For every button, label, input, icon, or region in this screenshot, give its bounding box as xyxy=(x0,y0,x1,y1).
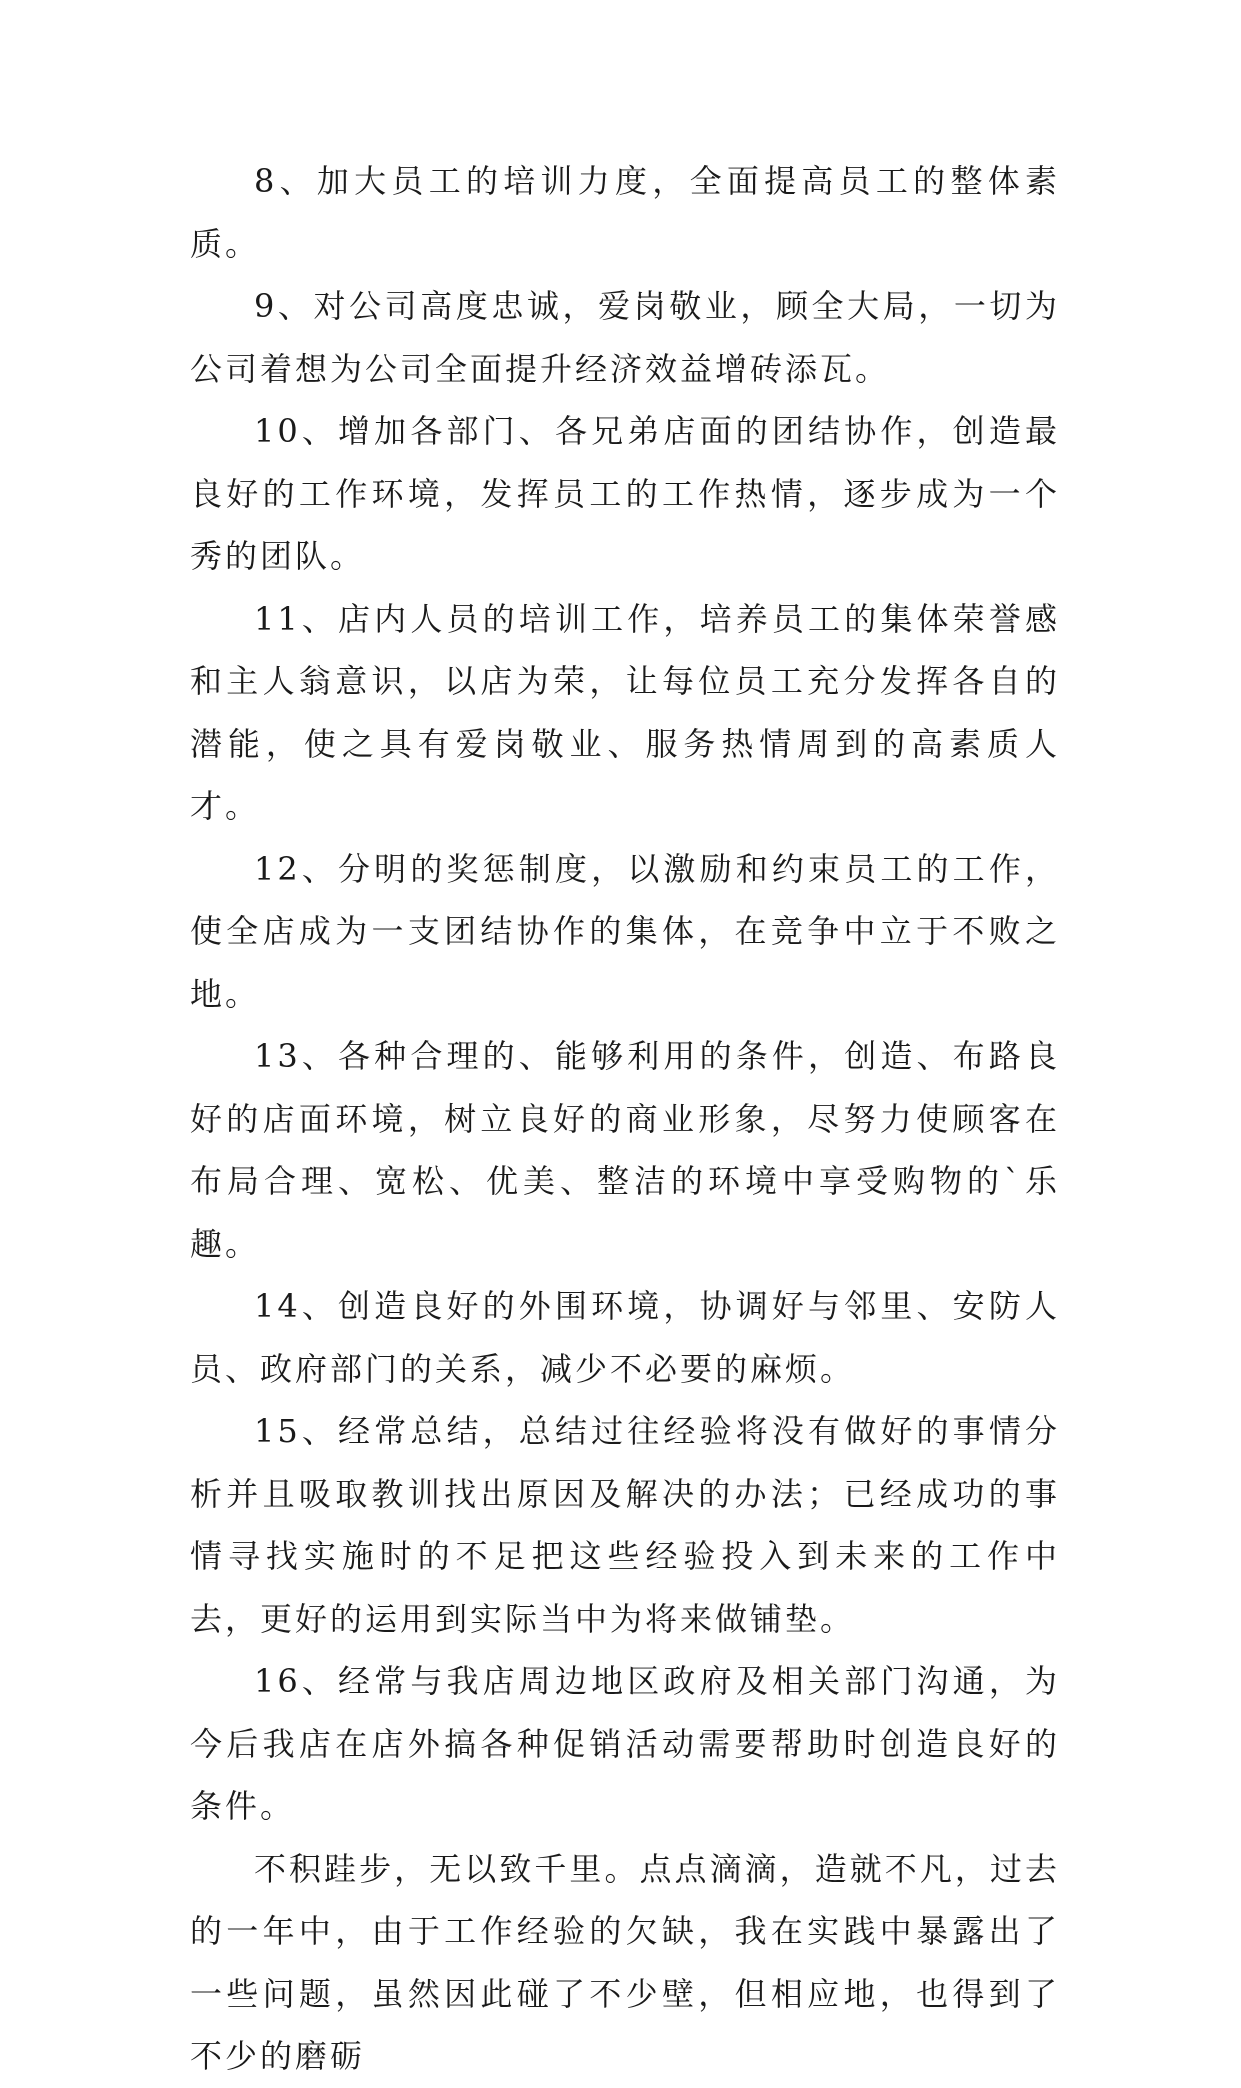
paragraph-item-8: 8、加大员工的培训力度，全面提高员工的整体素质。 xyxy=(190,162,1060,263)
paragraph-item-14: 14、创造良好的外围环境，协调好与邻里、安防人员、政府部门的关系，减少不必要的麻烦。 xyxy=(190,1287,1060,1388)
paragraph-item-9: 9、对公司高度忠诚，爱岗敬业，顾全大局，一切为公司着想为公司全面提升经济效益增砖添瓦。 xyxy=(190,287,1060,388)
paragraph-item-16: 16、经常与我店周边地区政府及相关部门沟通，为今后我店在店外搞各种促销活动需要帮助时创造良好的条件。 xyxy=(190,1662,1060,1825)
paragraph-conclusion: 不积跬步，无以致千里。点点滴滴，造就不凡，过去的一年中，由于工作经验的欠缺，我在实践中暴露出了一些问题，虽然因此碰了不少壁，但相应地，也得到了不少的磨砺 xyxy=(190,1849,1060,2075)
paragraph-item-13: 13、各种合理的、能够利用的条件，创造、布路良好的店面环境，树立良好的商业形象，尽努力使顾客在布局合理、宽松、优美、整洁的环境中享受购物的`乐趣。 xyxy=(190,1037,1060,1263)
paragraph-item-12: 12、分明的奖惩制度，以激励和约束员工的工作，使全店成为一支团结协作的集体，在竞争中立于不败之地。 xyxy=(190,849,1060,1013)
document-body xyxy=(190,150,1060,2088)
paragraph-item-11: 11、店内人员的培训工作，培养员工的集体荣誉感和主人翁意识，以店为荣，让每位员工充分发挥各自的潜能，使之具有爱岗敬业、服务热情周到的高素质人才。 xyxy=(190,599,1060,825)
paragraph-item-15: 15、经常总结，总结过往经验将没有做好的事情分析并且吸取教训找出原因及解决的办法；已经成功的事情寻找实施时的不足把这些经验投入到未来的工作中去，更好的运用到实际当中为将来做铺垫。 xyxy=(190,1412,1060,1638)
paragraph-item-10: 10、增加各部门、各兄弟店面的团结协作，创造最良好的工作环境，发挥员工的工作热情，逐步成为一个秀的团队。 xyxy=(190,412,1060,575)
